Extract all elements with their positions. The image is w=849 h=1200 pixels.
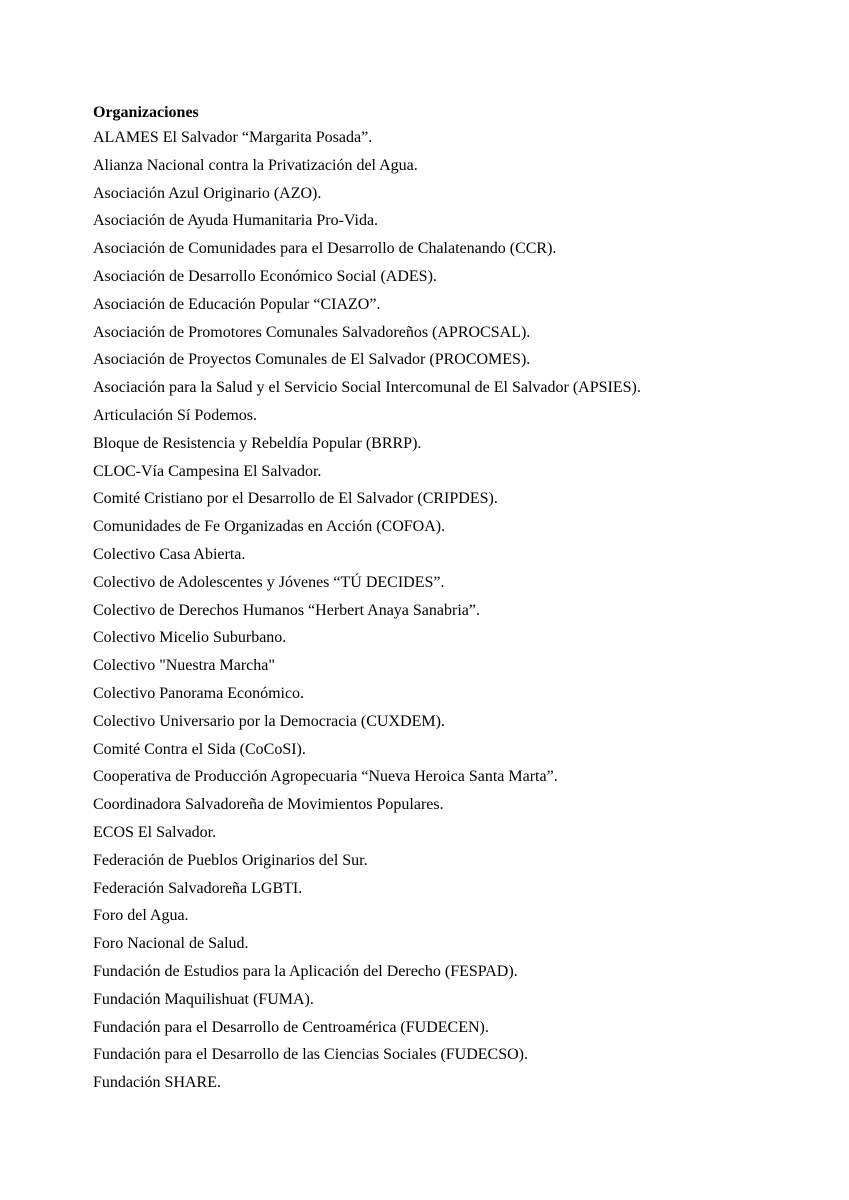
organization-list [93,124,813,1097]
section-heading: Organizaciones [93,104,199,121]
organization-list-item: Foro Nacional de Salud. [93,935,249,953]
organization-list-item: Comité Contra el Sida (CoCoSI). [93,740,306,758]
organization-list-item: Cooperativa de Producción Agropecuaria “Nueva Heroica Santa Marta”. [93,768,558,786]
organization-list-item: Coordinadora Salvadoreña de Movimientos Populares. [93,796,444,814]
organization-list-item: Asociación de Comunidades para el Desarrollo de Chalatenando (CCR). [93,240,557,258]
organization-list-item: Fundación Maquilishuat (FUMA). [93,990,314,1008]
organization-list-item: Asociación para la Salud y el Servicio Social Intercomunal de El Salvador (APSIES). [93,379,641,397]
organization-list-item: Alianza Nacional contra la Privatización del Agua. [93,156,418,174]
organization-list-item: Federación Salvadoreña LGBTI. [93,879,303,897]
organization-list-item: Asociación de Educación Popular “CIAZO”. [93,295,381,313]
document-page [93,101,813,1097]
organization-list-item: Colectivo Panorama Económico. [93,684,305,702]
organization-list-item: Fundación SHARE. [93,1074,221,1092]
organization-list-item: Foro del Agua. [93,907,189,925]
organization-list-item: ECOS El Salvador. [93,823,217,841]
organization-list-item: Colectivo "Nuestra Marcha" [93,657,275,675]
organization-list-item: Federación de Pueblos Originarios del Sur. [93,851,368,869]
organization-list-item: Fundación para el Desarrollo de Centroamérica (FUDECEN). [93,1018,489,1036]
organization-list-item: Asociación de Proyectos Comunales de El Salvador (PROCOMES). [93,351,531,369]
organization-list-item: Colectivo Universario por la Democracia (CUXDEM). [93,712,445,730]
organization-list-item: Colectivo de Adolescentes y Jóvenes “TÚ DECIDES”. [93,573,445,591]
organization-list-item: Fundación de Estudios para la Aplicación del Derecho (FESPAD). [93,962,518,980]
organization-list-item: Articulación Sí Podemos. [93,406,257,424]
organization-list-item: Comité Cristiano por el Desarrollo de El Salvador (CRIPDES). [93,490,498,508]
organization-list-item: Asociación de Ayuda Humanitaria Pro-Vida. [93,212,379,230]
organization-list-item: Asociación Azul Originario (AZO). [93,184,322,202]
organization-list-item: Colectivo Casa Abierta. [93,545,246,563]
organization-list-item: Colectivo Micelio Suburbano. [93,629,287,647]
organization-list-item: Asociación de Desarrollo Económico Social (ADES). [93,267,437,285]
organization-list-item: Fundación para el Desarrollo de las Ciencias Sociales (FUDECSO). [93,1046,529,1064]
organization-list-item: ALAMES El Salvador “Margarita Posada”. [93,129,373,146]
organization-list-item: Colectivo de Derechos Humanos “Herbert Anaya Sanabria”. [93,601,480,619]
organization-list-item: CLOC-Vía Campesina El Salvador. [93,462,322,480]
organization-list-item: Bloque de Resistencia y Rebeldía Popular (BRRP). [93,434,422,452]
organization-list-item: Asociación de Promotores Comunales Salvadoreños (APROCSAL). [93,323,531,341]
organization-list-item: Comunidades de Fe Organizadas en Acción (COFOA). [93,518,446,536]
